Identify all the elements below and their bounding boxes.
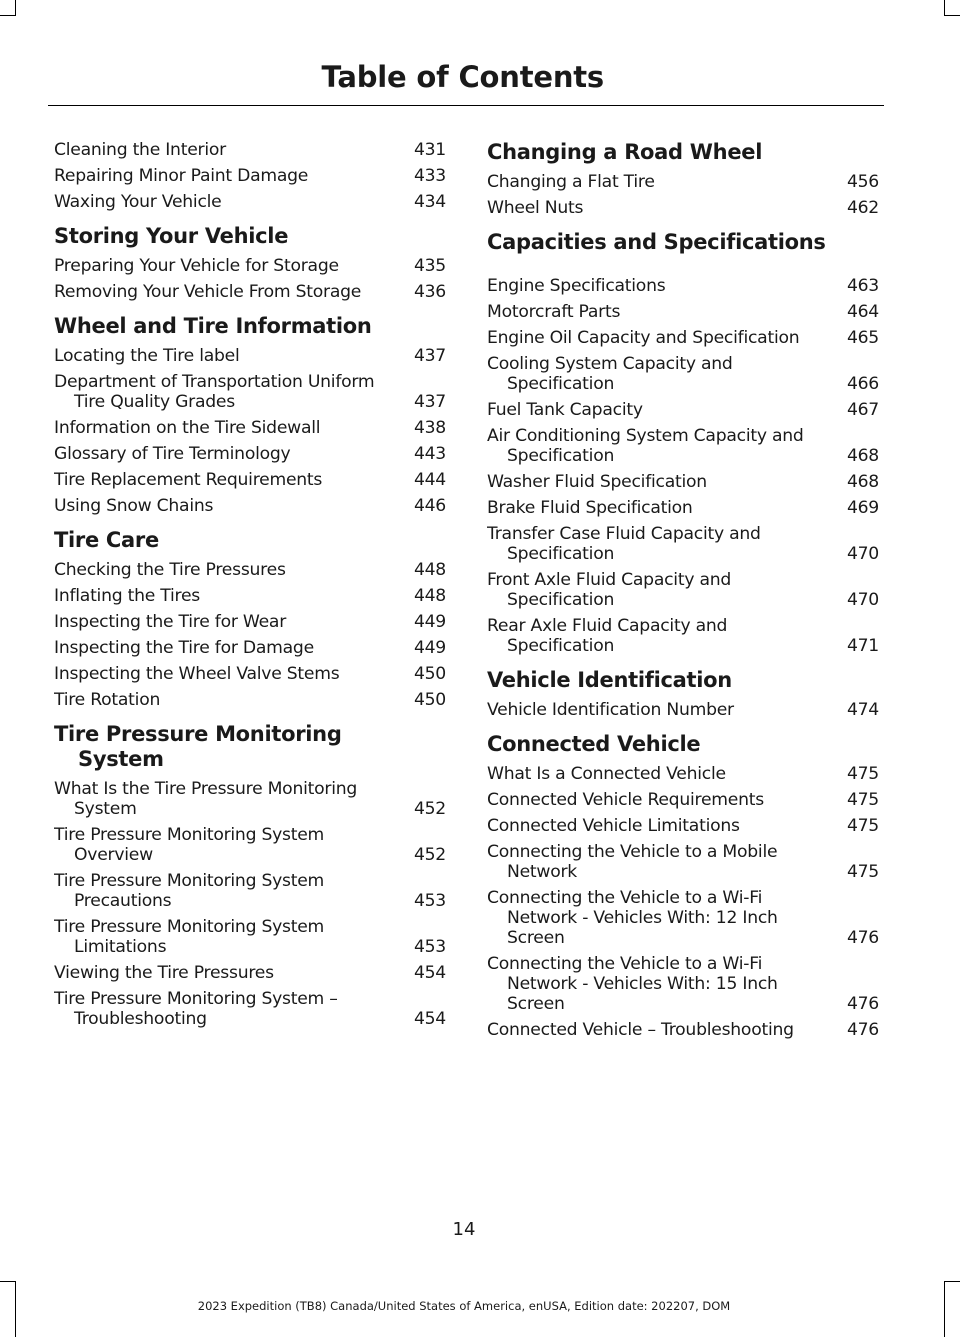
section-heading-line: Storing Your Vehicle: [54, 224, 289, 248]
toc-entry-title: Troubleshooting: [74, 1009, 207, 1029]
toc-entry-page-number: 468: [846, 446, 879, 466]
toc-entry[interactable]: [487, 354, 879, 394]
toc-entry-title: Overview: [74, 845, 153, 865]
toc-entry[interactable]: [54, 192, 446, 212]
toc-entry[interactable]: [54, 917, 446, 957]
toc-entry[interactable]: [54, 256, 446, 276]
toc-entry-title: Specification: [507, 374, 615, 394]
toc-entry-page-number: 471: [846, 636, 879, 656]
toc-entry-page-number: 450: [413, 664, 446, 684]
toc-entry-page-number: 475: [846, 764, 879, 784]
toc-entry-title: Removing Your Vehicle From Storage: [54, 282, 362, 302]
toc-entry-title: Checking the Tire Pressures: [54, 560, 286, 580]
toc-entry[interactable]: [54, 690, 446, 710]
crop-mark-bottom-right: [944, 1281, 945, 1337]
toc-entry[interactable]: [54, 496, 446, 516]
toc-entry-page-number: 475: [846, 790, 879, 810]
toc-entry-title: Tire Replacement Requirements: [54, 470, 323, 490]
section-heading-line: Capacities and Specifications: [487, 230, 826, 254]
toc-section: [487, 140, 879, 218]
toc-entry[interactable]: [54, 989, 446, 1029]
toc-section: [487, 732, 879, 1040]
section-heading-line: Wheel and Tire Information: [54, 314, 372, 338]
crop-mark-bottom-left-h: [0, 1281, 16, 1282]
toc-entry-page-number: 474: [846, 700, 879, 720]
toc-entry[interactable]: [487, 328, 879, 348]
toc-entry[interactable]: [54, 282, 446, 302]
toc-entry-title: Connecting the Vehicle to a Mobile: [487, 842, 778, 862]
crop-mark-top-left: [15, 0, 16, 16]
toc-entry[interactable]: [487, 302, 879, 322]
toc-section: [54, 314, 446, 516]
toc-entry-page-number: 434: [413, 192, 446, 212]
toc-entry-page-number: 475: [846, 862, 879, 882]
toc-entry-page-number: 437: [413, 392, 446, 412]
toc-entry-title: Rear Axle Fluid Capacity and: [487, 616, 728, 636]
section-heading: [54, 722, 446, 772]
toc-entry-page-number: 449: [413, 612, 446, 632]
section-heading: [487, 668, 879, 693]
toc-entry[interactable]: [487, 400, 879, 420]
section-heading: [487, 732, 879, 757]
toc-entry[interactable]: [487, 954, 879, 1014]
toc-entry-page-number: 435: [413, 256, 446, 276]
section-heading: [54, 224, 446, 249]
toc-section: [487, 230, 879, 656]
toc-entry-title: Washer Fluid Specification: [487, 472, 707, 492]
toc-entry[interactable]: [54, 638, 446, 658]
toc-entry-page-number: 437: [413, 346, 446, 366]
toc-entry-page-number: 443: [413, 444, 446, 464]
toc-entry[interactable]: [487, 524, 879, 564]
toc-entry-title: Front Axle Fluid Capacity and: [487, 570, 732, 590]
toc-entry[interactable]: [487, 888, 879, 948]
toc-entry[interactable]: [487, 790, 879, 810]
toc-entry-page-number: 449: [413, 638, 446, 658]
toc-entry-title: Network: [507, 862, 578, 882]
toc-entry[interactable]: [487, 816, 879, 836]
toc-entry-title: Screen: [507, 928, 565, 948]
toc-entry-title: What Is the Tire Pressure Monitoring: [54, 779, 358, 799]
toc-entry-page-number: 456: [846, 172, 879, 192]
toc-entry-title: What Is a Connected Vehicle: [487, 764, 726, 784]
section-heading-line: Tire Pressure Monitoring: [54, 722, 342, 746]
toc-entry-title: Connecting the Vehicle to a Wi-Fi: [487, 954, 763, 974]
toc-entry-title: Cooling System Capacity and: [487, 354, 733, 374]
toc-entry[interactable]: [54, 779, 446, 819]
toc-entry[interactable]: [487, 498, 879, 518]
toc-entry-page-number: 469: [846, 498, 879, 518]
toc-entry-title: Cleaning the Interior: [54, 140, 226, 160]
toc-entry-page-number: 454: [413, 1009, 446, 1029]
toc-entry-title: Tire Quality Grades: [74, 392, 235, 412]
toc-entry-page-number: 476: [846, 1020, 879, 1040]
toc-entry[interactable]: [54, 418, 446, 438]
toc-entry-title: Vehicle Identification Number: [487, 700, 734, 720]
toc-entry-page-number: 438: [413, 418, 446, 438]
toc-section: [54, 140, 446, 212]
section-heading: [487, 140, 879, 165]
footer-edition-info: 2023 Expedition (TB8) Canada/United States of America, enUSA, Edition date: 202207, DOM: [197, 1299, 731, 1313]
toc-entry-title: Motorcraft Parts: [487, 302, 621, 322]
toc-entry[interactable]: [54, 963, 446, 983]
crop-mark-top-right-h: [944, 15, 960, 16]
toc-entry-title: Information on the Tire Sidewall: [54, 418, 321, 438]
toc-entry[interactable]: [487, 276, 879, 296]
toc-entry-page-number: 476: [846, 928, 879, 948]
toc-entry-page-number: 467: [846, 400, 879, 420]
toc-entry-title: Network - Vehicles With: 12 Inch: [507, 908, 778, 928]
page-number: 14: [452, 1219, 476, 1240]
toc-entry-title: Inspecting the Tire for Wear: [54, 612, 287, 632]
toc-entry[interactable]: [54, 871, 446, 911]
toc-entry[interactable]: [487, 764, 879, 784]
section-heading: [54, 528, 446, 553]
toc-entry-title: Changing a Flat Tire: [487, 172, 655, 192]
toc-entry-page-number: 468: [846, 472, 879, 492]
toc-entry-title: Inspecting the Tire for Damage: [54, 638, 314, 658]
toc-entry-title: Tire Pressure Monitoring System: [54, 871, 325, 891]
toc-entry[interactable]: [487, 570, 879, 610]
toc-entry-title: Connected Vehicle – Troubleshooting: [487, 1020, 794, 1040]
crop-mark-top-right: [944, 0, 945, 16]
toc-section: [54, 528, 446, 710]
section-heading-line: Vehicle Identification: [487, 668, 732, 692]
toc-entry-page-number: 462: [846, 198, 879, 218]
toc-entry[interactable]: [54, 444, 446, 464]
toc-entry[interactable]: [54, 586, 446, 606]
toc-entry-title: Connected Vehicle Requirements: [487, 790, 764, 810]
toc-entry-page-number: 470: [846, 590, 879, 610]
toc-entry-title: Glossary of Tire Terminology: [54, 444, 291, 464]
toc-entry-title: Transfer Case Fluid Capacity and: [487, 524, 761, 544]
toc-entry-title: System: [74, 799, 137, 819]
toc-entry[interactable]: [487, 472, 879, 492]
section-heading-line: Changing a Road Wheel: [487, 140, 763, 164]
toc-entry[interactable]: [54, 166, 446, 186]
toc-entry-title: Connecting the Vehicle to a Wi-Fi: [487, 888, 763, 908]
toc-entry-page-number: 470: [846, 544, 879, 564]
toc-entry[interactable]: [487, 616, 879, 656]
toc-entry[interactable]: [487, 842, 879, 882]
toc-entry-title: Specification: [507, 590, 615, 610]
toc-entry-title: Connected Vehicle Limitations: [487, 816, 740, 836]
toc-entry-title: Tire Rotation: [54, 690, 161, 710]
toc-entry[interactable]: [487, 426, 879, 466]
toc-entry-title: Inflating the Tires: [54, 586, 200, 606]
toc-entry-title: Specification: [507, 636, 615, 656]
toc-entry-title: Specification: [507, 544, 615, 564]
toc-entry-page-number: 453: [413, 891, 446, 911]
toc-entry[interactable]: [487, 700, 879, 720]
toc-section: [54, 722, 446, 1029]
toc-entry-page-number: 475: [846, 816, 879, 836]
section-heading-line: Connected Vehicle: [487, 732, 701, 756]
toc-entry-title: Repairing Minor Paint Damage: [54, 166, 309, 186]
toc-section: [54, 224, 446, 302]
toc-entry[interactable]: [54, 560, 446, 580]
toc-entry[interactable]: [54, 612, 446, 632]
toc-entry-page-number: 452: [413, 845, 446, 865]
toc-entry-page-number: 465: [846, 328, 879, 348]
toc-entry[interactable]: [487, 1020, 879, 1040]
header-divider: [48, 105, 884, 106]
toc-entry-title: Department of Transportation Uniform: [54, 372, 375, 392]
toc-entry-title: Inspecting the Wheel Valve Stems: [54, 664, 340, 684]
toc-entry[interactable]: [487, 172, 879, 192]
toc-entry-page-number: 431: [413, 140, 446, 160]
toc-entry-page-number: 453: [413, 937, 446, 957]
page-title: Table of Contents: [321, 60, 604, 94]
section-heading: [54, 314, 446, 339]
toc-entry-page-number: 448: [413, 560, 446, 580]
toc-entry[interactable]: [54, 372, 446, 412]
toc-entry-title: Tire Pressure Monitoring System: [54, 825, 325, 845]
toc-entry-title: Wheel Nuts: [487, 198, 584, 218]
toc-entry-page-number: 436: [413, 282, 446, 302]
section-heading-line: Tire Care: [54, 528, 159, 552]
crop-mark-bottom-right-h: [944, 1281, 960, 1282]
toc-entry-title: Waxing Your Vehicle: [54, 192, 222, 212]
toc-entry-page-number: 454: [413, 963, 446, 983]
toc-entry[interactable]: [54, 140, 446, 160]
toc-entry[interactable]: [54, 825, 446, 865]
toc-entry-title: Network - Vehicles With: 15 Inch: [507, 974, 778, 994]
toc-entry-title: Tire Pressure Monitoring System: [54, 917, 325, 937]
toc-entry-title: Engine Oil Capacity and Specification: [487, 328, 800, 348]
section-heading: [487, 230, 879, 255]
toc-entry-page-number: 433: [413, 166, 446, 186]
toc-entry-page-number: 452: [413, 799, 446, 819]
toc-entry-page-number: 464: [846, 302, 879, 322]
toc-entry-title: Precautions: [74, 891, 172, 911]
toc-entry-title: Using Snow Chains: [54, 496, 214, 516]
toc-entry[interactable]: [54, 346, 446, 366]
toc-entry-page-number: 450: [413, 690, 446, 710]
crop-mark-top-left-h: [0, 15, 16, 16]
toc-entry-title: Viewing the Tire Pressures: [54, 963, 274, 983]
toc-entry[interactable]: [54, 470, 446, 490]
toc-entry[interactable]: [54, 664, 446, 684]
section-heading-line: System: [78, 747, 164, 771]
toc-entry-title: Fuel Tank Capacity: [487, 400, 643, 420]
toc-entry-title: Brake Fluid Specification: [487, 498, 693, 518]
toc-entry[interactable]: [487, 198, 879, 218]
toc-entry-title: Limitations: [74, 937, 167, 957]
toc-column-left: [54, 140, 446, 1041]
toc-entry-title: Specification: [507, 446, 615, 466]
toc-entry-title: Screen: [507, 994, 565, 1014]
toc-entry-page-number: 463: [846, 276, 879, 296]
toc-entry-title: Engine Specifications: [487, 276, 666, 296]
toc-entry-title: Locating the Tire label: [54, 346, 240, 366]
toc-entry-title: Preparing Your Vehicle for Storage: [54, 256, 339, 276]
toc-entry-page-number: 444: [413, 470, 446, 490]
toc-section: [487, 668, 879, 720]
toc-entry-page-number: 448: [413, 586, 446, 606]
toc-entry-page-number: 446: [413, 496, 446, 516]
toc-entry-page-number: 466: [846, 374, 879, 394]
toc-column-right: [487, 140, 879, 1052]
toc-entry-title: Air Conditioning System Capacity and: [487, 426, 804, 446]
toc-entry-title: Tire Pressure Monitoring System –: [54, 989, 338, 1009]
toc-entry-page-number: 476: [846, 994, 879, 1014]
